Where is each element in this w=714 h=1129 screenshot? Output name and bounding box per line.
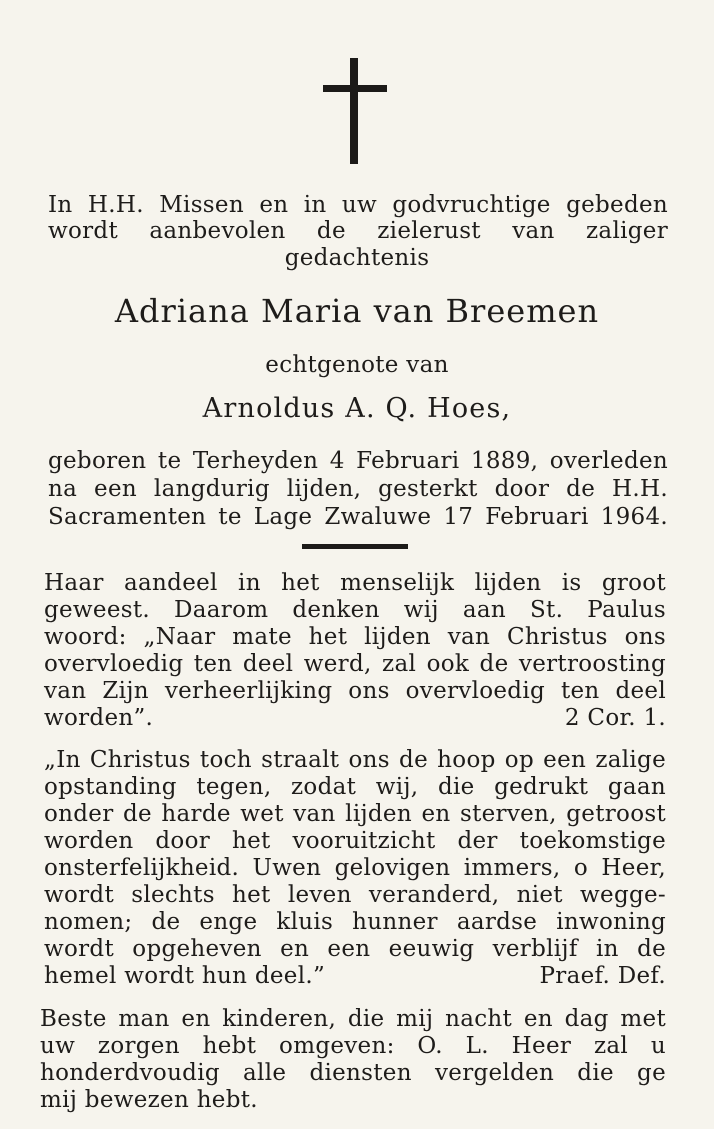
divider: [302, 544, 408, 549]
p1-line-5: van Zijn verheerlijking ons overvloedig ten deel: [44, 678, 666, 704]
deceased-name: Adriana Maria van Breemen: [114, 292, 600, 330]
p1-source: 2 Cor. 1.: [564, 705, 666, 731]
bio-line-1: geboren te Terheyden 4 Februari 1889, overleden: [48, 448, 668, 474]
p1-line-1: Haar aandeel in het menselijk lijden is groot: [44, 570, 666, 596]
intro-line-3: gedachtenis: [284, 245, 430, 271]
p2-line-4: worden door het vooruitzicht der toekomstige: [44, 828, 666, 854]
p2-line-5: onsterfelijkheid. Uwen gelovigen immers, o Heer,: [44, 855, 666, 881]
p2-source: Praef. Def.: [539, 963, 666, 989]
p2-line-9: hemel wordt hun deel.”: [44, 963, 326, 989]
spouse-name: Arnoldus A. Q. Hoes,: [202, 393, 512, 424]
bio-line-3: Sacramenten te Lage Zwaluwe 17 Februari 1964.: [48, 504, 668, 530]
p1-line-3: woord: „Naar mate het lijden van Christus ons: [44, 624, 666, 650]
p3-line-4: mij bewezen hebt.: [40, 1087, 258, 1113]
p1-line-6: worden”.: [44, 705, 154, 731]
p2-line-3: onder de harde wet van lijden en sterven, getroost: [44, 801, 666, 827]
p2-line-2: opstanding tegen, zodat wij, die gedrukt gaan: [44, 774, 666, 800]
p2-line-7: nomen; de enge kluis hunner aardse inwoning: [44, 909, 666, 935]
p2-line-6: wordt slechts het leven veranderd, niet wegge-: [44, 882, 666, 908]
p2-line-8: wordt opgeheven en een eeuwig verblijf in de: [44, 936, 666, 962]
cross-icon: [323, 58, 387, 164]
bio-line-2: na een langdurig lijden, gesterkt door de H.H.: [48, 476, 668, 502]
intro-line-1: In H.H. Missen en in uw godvruchtige gebeden: [48, 192, 668, 218]
spouse-label: echtgenote van: [265, 352, 449, 378]
p1-line-2: geweest. Daarom denken wij aan St. Paulus: [44, 597, 666, 623]
intro-line-2: wordt aanbevolen de zielerust van zaliger: [48, 218, 668, 244]
p3-line-1: Beste man en kinderen, die mij nacht en dag met: [40, 1006, 666, 1032]
p2-line-1: „In Christus toch straalt ons de hoop op een zalige: [44, 747, 666, 773]
p3-line-2: uw zorgen hebt omgeven: O. L. Heer zal u: [40, 1033, 666, 1059]
p3-line-3: honderdvoudig alle diensten vergelden die ge: [40, 1060, 666, 1086]
p1-line-4: overvloedig ten deel werd, zal ook de vertroosting: [44, 651, 666, 677]
